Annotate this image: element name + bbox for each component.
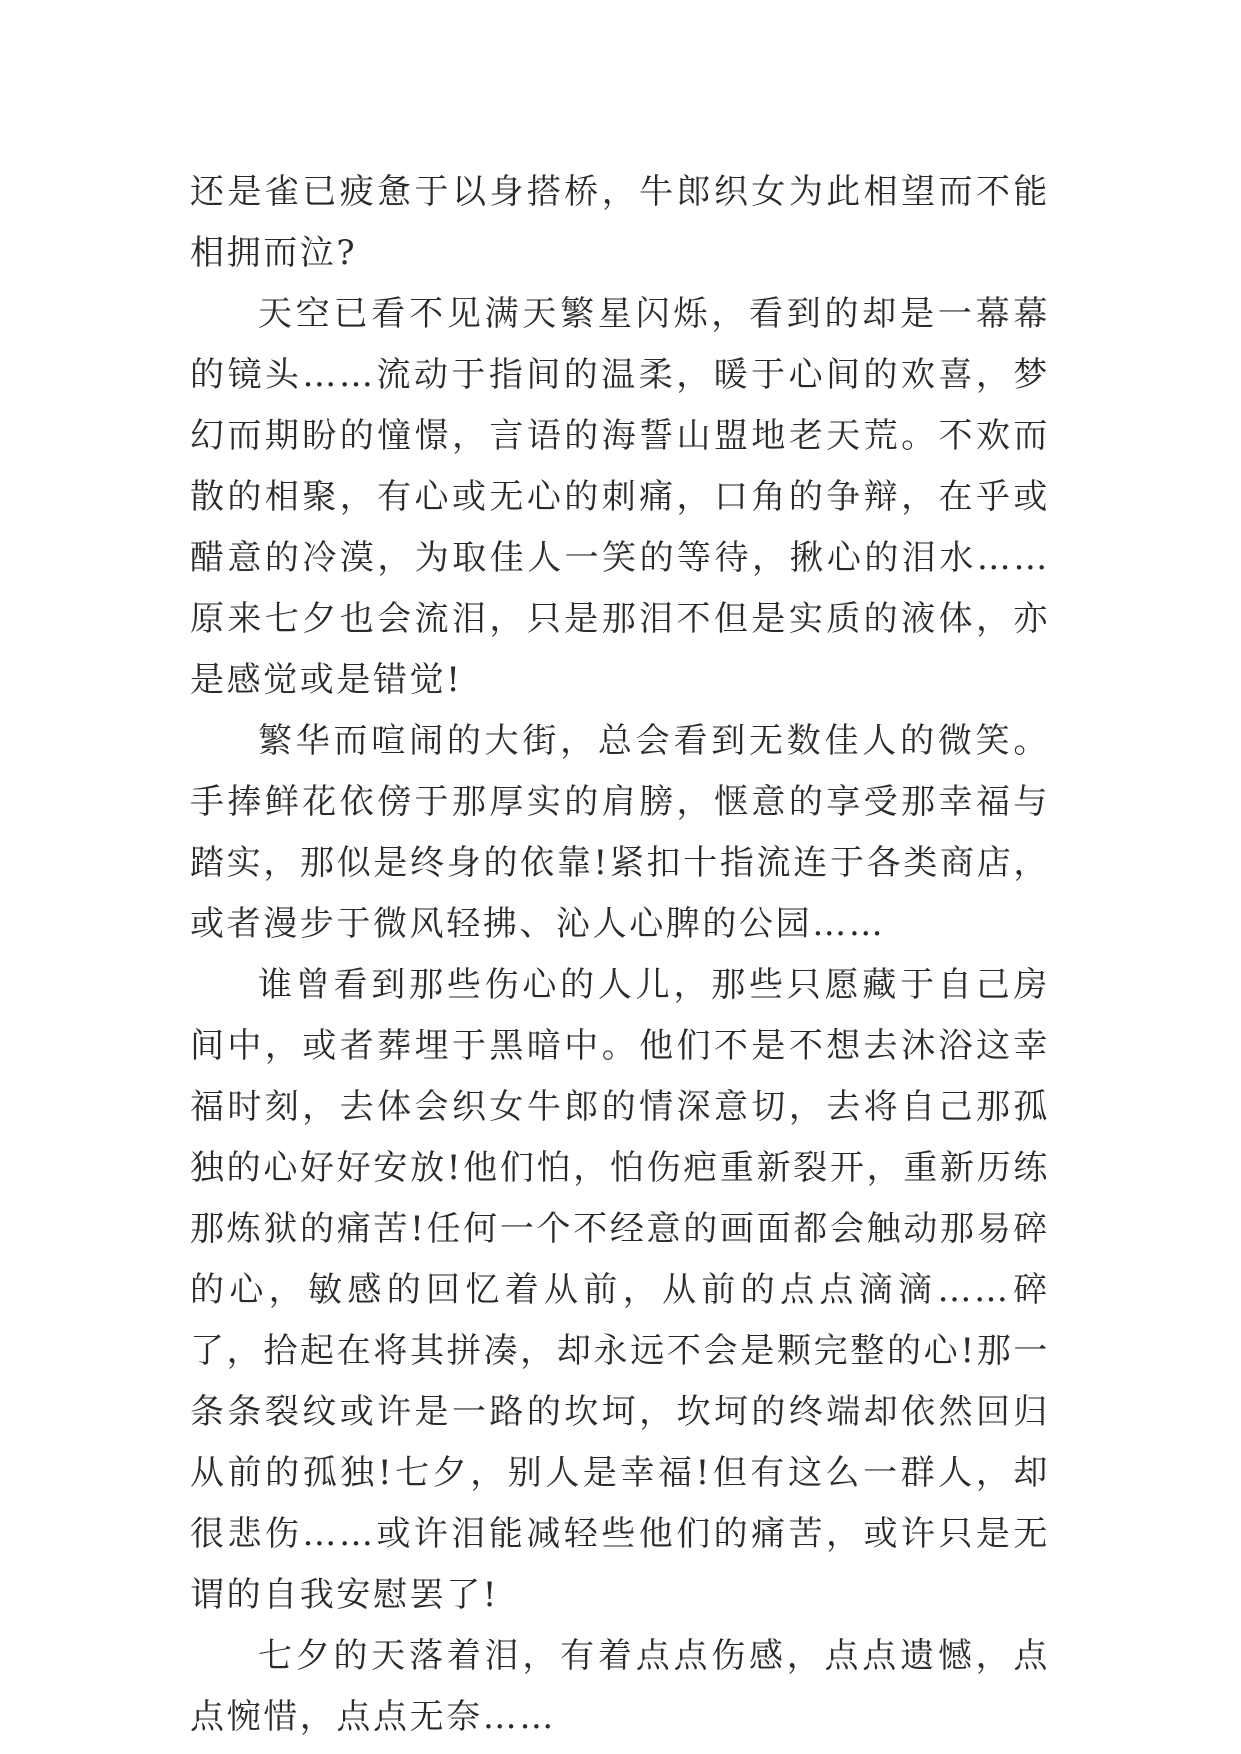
document-body: [190, 162, 1050, 1748]
paragraph-1: 还是雀已疲惫于以身搭桥，牛郎织女为此相望而不能相拥而泣?: [190, 172, 1050, 273]
paragraph-5: 七夕的天落着泪，有着点点伤感，点点遗憾，点点惋惜，点点无奈……: [190, 1636, 1050, 1737]
paragraph-2: 天空已看不见满天繁星闪烁，看到的却是一幕幕的镜头……流动于指间的温柔，暖于心间的欢喜，梦幻而期盼的憧憬，言语的海誓山盟地老天荒。不欢而散的相聚，有心或无心的刺痛，口角的争辩，在乎或醋意的冷漠，为取佳人一笑的等待，揪心的泪水……原来七夕也会流泪，只是那泪不但是实质的液体，亦是感觉或是错觉!: [190, 294, 1050, 700]
paragraph-3: 繁华而喧闹的大街，总会看到无数佳人的微笑。手捧鲜花依傍于那厚实的肩膀，惬意的享受那幸福与踏实，那似是终身的依靠!紧扣十指流连于各类商店，或者漫步于微风轻拂、沁人心脾的公园……: [190, 721, 1050, 944]
paragraph-4: 谁曾看到那些伤心的人儿，那些只愿藏于自己房间中，或者葬埋于黑暗中。他们不是不想去沐浴这幸福时刻，去体会织女牛郎的情深意切，去将自己那孤独的心好好安放!他们怕，怕伤疤重新裂开，重新历练那炼狱的痛苦!任何一个不经意的画面都会触动那易碎的心，敏感的回忆着从前，从前的点点滴滴……碎了，拾起在将其拼凑，却永远不会是颗完整的心!那一条条裂纹或许是一路的坎坷，坎坷的终端却依然回归从前的孤独!七夕，别人是幸福!但有这么一群人，却很悲伤……或许泪能减轻些他们的痛苦，或许只是无谓的自我安慰罢了!: [190, 965, 1050, 1615]
